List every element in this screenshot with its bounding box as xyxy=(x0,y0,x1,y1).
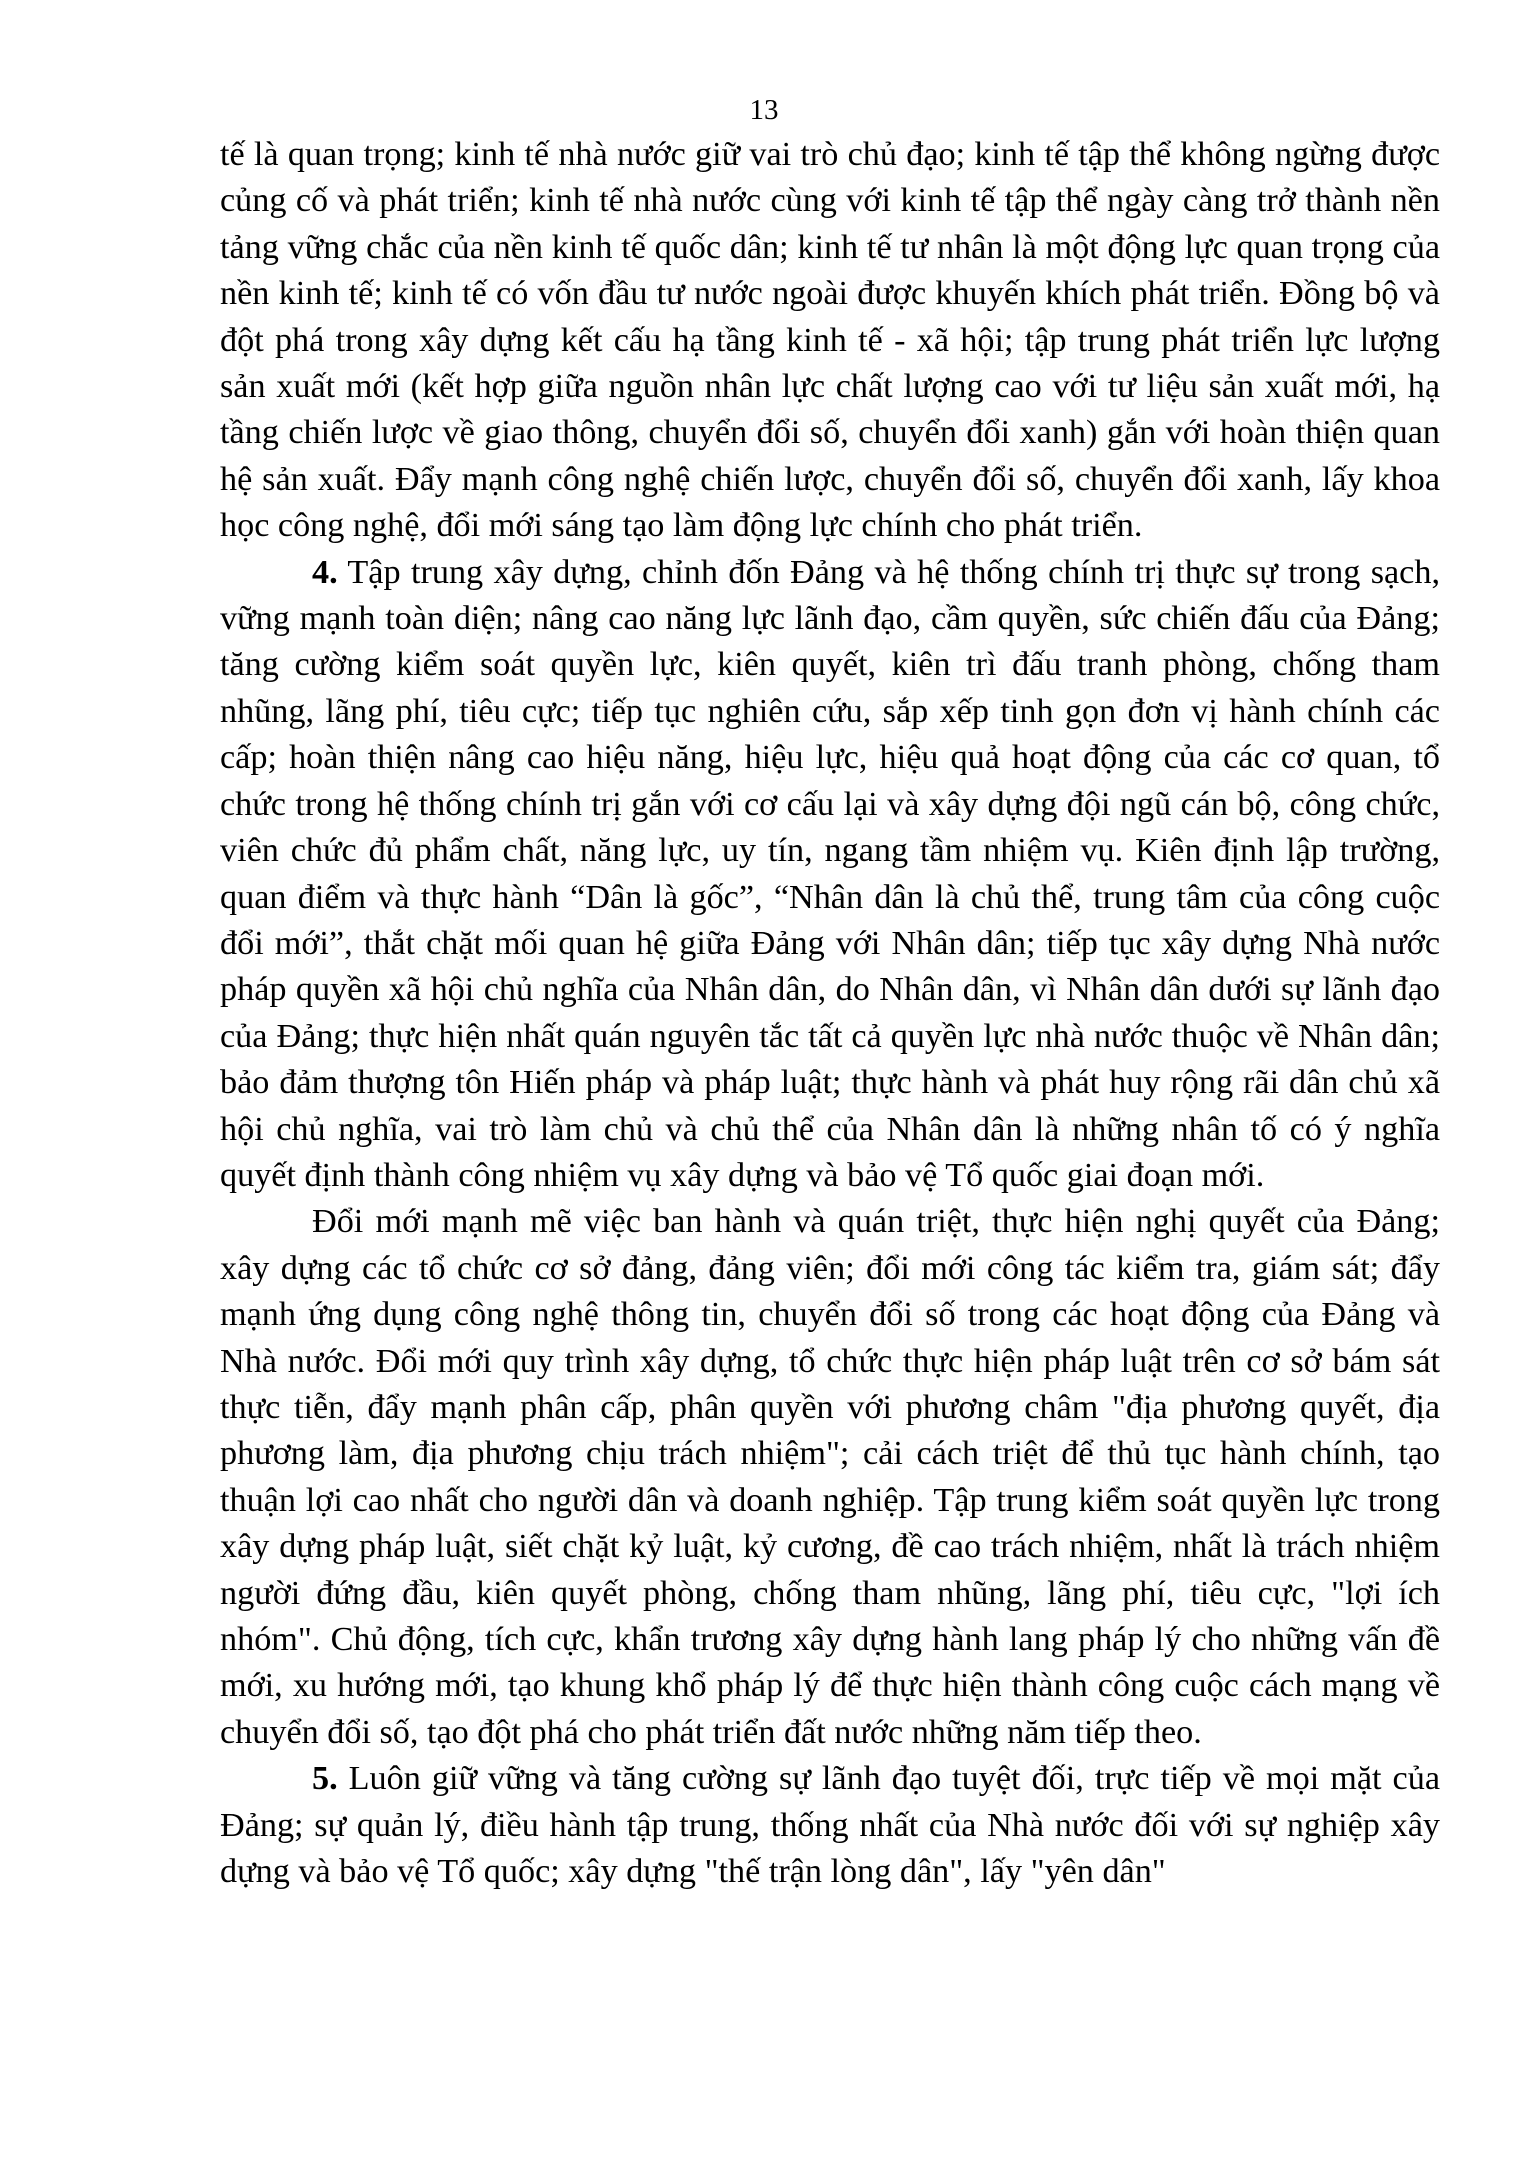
item-number: 4. xyxy=(312,553,338,591)
paragraph-continuation xyxy=(220,132,1440,550)
paragraph-item-5 xyxy=(220,1756,1440,1895)
paragraph-text: Luôn giữ vững và tăng cường sự lãnh đạo tuyệt đối, trực tiếp về mọi mặt của Đảng; sự quản lý, điều hành tập trung, thống nhất của Nhà nước đối với sự nghiệp xây dựng và bảo vệ Tổ quốc; xây dựng "thế trận lòng dân", lấy "yên dân" xyxy=(220,1760,1440,1891)
paragraph-item-4 xyxy=(220,550,1440,1200)
paragraph-text: Tập trung xây dựng, chỉnh đốn Đảng và hệ thống chính trị thực sự trong sạch, vững mạnh toàn diện; nâng cao năng lực lãnh đạo, cầm quyền, sức chiến đấu của Đảng; tăng cường kiểm soát quyền lực, kiên quyết, kiên trì đấu tranh phòng, chống tham nhũng, lãng phí, tiêu cực; tiếp tục nghiên cứu, sắp xếp tinh gọn đơn vị hành chính các cấp; hoàn thiện nâng cao hiệu năng, hiệu lực, hiệu quả hoạt động của các cơ quan, tổ chức trong hệ thống chính trị gắn với cơ cấu lại và xây dựng đội ngũ cán bộ, công chức, viên chức đủ phẩm chất, năng lực, uy tín, ngang tầm nhiệm vụ. Kiên định lập trường, quan điểm và thực hành “Dân là gốc”, “Nhân dân là chủ thể, trung tâm của công cuộc đổi mới”, thắt chặt mối quan hệ giữa Đảng với Nhân dân; tiếp tục xây dựng Nhà nước pháp quyền xã hội chủ nghĩa của Nhân dân, do Nhân dân, vì Nhân dân dưới sự lãnh đạo của Đảng; thực hiện nhất quán nguyên tắc tất cả quyền lực nhà nước thuộc về Nhân dân; bảo đảm thượng tôn Hiến pháp và pháp luật; thực hành và phát huy rộng rãi dân chủ xã hội chủ nghĩa, vai trò làm chủ và chủ thể của Nhân dân là những nhân tố có ý nghĩa quyết định thành công nhiệm vụ xây dựng và bảo vệ Tổ quốc giai đoạn mới. xyxy=(220,553,1440,1194)
document-body xyxy=(220,132,1440,1895)
item-number: 5. xyxy=(312,1760,338,1798)
paragraph-text: Đổi mới mạnh mẽ việc ban hành và quán triệt, thực hiện nghị quyết của Đảng; xây dựng các tổ chức cơ sở đảng, đảng viên; đổi mới công tác kiểm tra, giám sát; đẩy mạnh ứng dụng công nghệ thông tin, chuyển đổi số trong các hoạt động của Đảng và Nhà nước. Đổi mới quy trình xây dựng, tổ chức thực hiện pháp luật trên cơ sở bám sát thực tiễn, đẩy mạnh phân cấp, phân quyền với phương châm "địa phương quyết, địa phương làm, địa phương chịu trách nhiệm"; cải cách triệt để thủ tục hành chính, tạo thuận lợi cao nhất cho người dân và doanh nghiệp. Tập trung kiểm soát quyền lực trong xây dựng pháp luật, siết chặt kỷ luật, kỷ cương, đề cao trách nhiệm, nhất là trách nhiệm người đứng đầu, kiên quyết phòng, chống tham nhũng, lãng phí, tiêu cực, "lợi ích nhóm". Chủ động, tích cực, khẩn trương xây dựng hành lang pháp lý cho những vấn đề mới, xu hướng mới, tạo khung khổ pháp lý để thực hiện thành công cuộc cách mạng về chuyển đổi số, tạo đột phá cho phát triển đất nước những năm tiếp theo. xyxy=(220,1203,1440,1751)
paragraph-reform xyxy=(220,1199,1440,1756)
page-number: 13 xyxy=(749,94,779,126)
paragraph-text: tế là quan trọng; kinh tế nhà nước giữ vai trò chủ đạo; kinh tế tập thể không ngừng được củng cố và phát triển; kinh tế nhà nước cùng với kinh tế tập thể ngày càng trở thành nền tảng vững chắc của nền kinh tế quốc dân; kinh tế tư nhân là một động lực quan trọng của nền kinh tế; kinh tế có vốn đầu tư nước ngoài được khuyến khích phát triển. Đồng bộ và đột phá trong xây dựng kết cấu hạ tầng kinh tế - xã hội; tập trung phát triển lực lượng sản xuất mới (kết hợp giữa nguồn nhân lực chất lượng cao với tư liệu sản xuất mới, hạ tầng chiến lược về giao thông, chuyển đổi số, chuyển đổi xanh) gắn với hoàn thiện quan hệ sản xuất. Đẩy mạnh công nghệ chiến lược, chuyển đổi số, chuyển đổi xanh, lấy khoa học công nghệ, đổi mới sáng tạo làm động lực chính cho phát triển. xyxy=(220,136,1440,545)
